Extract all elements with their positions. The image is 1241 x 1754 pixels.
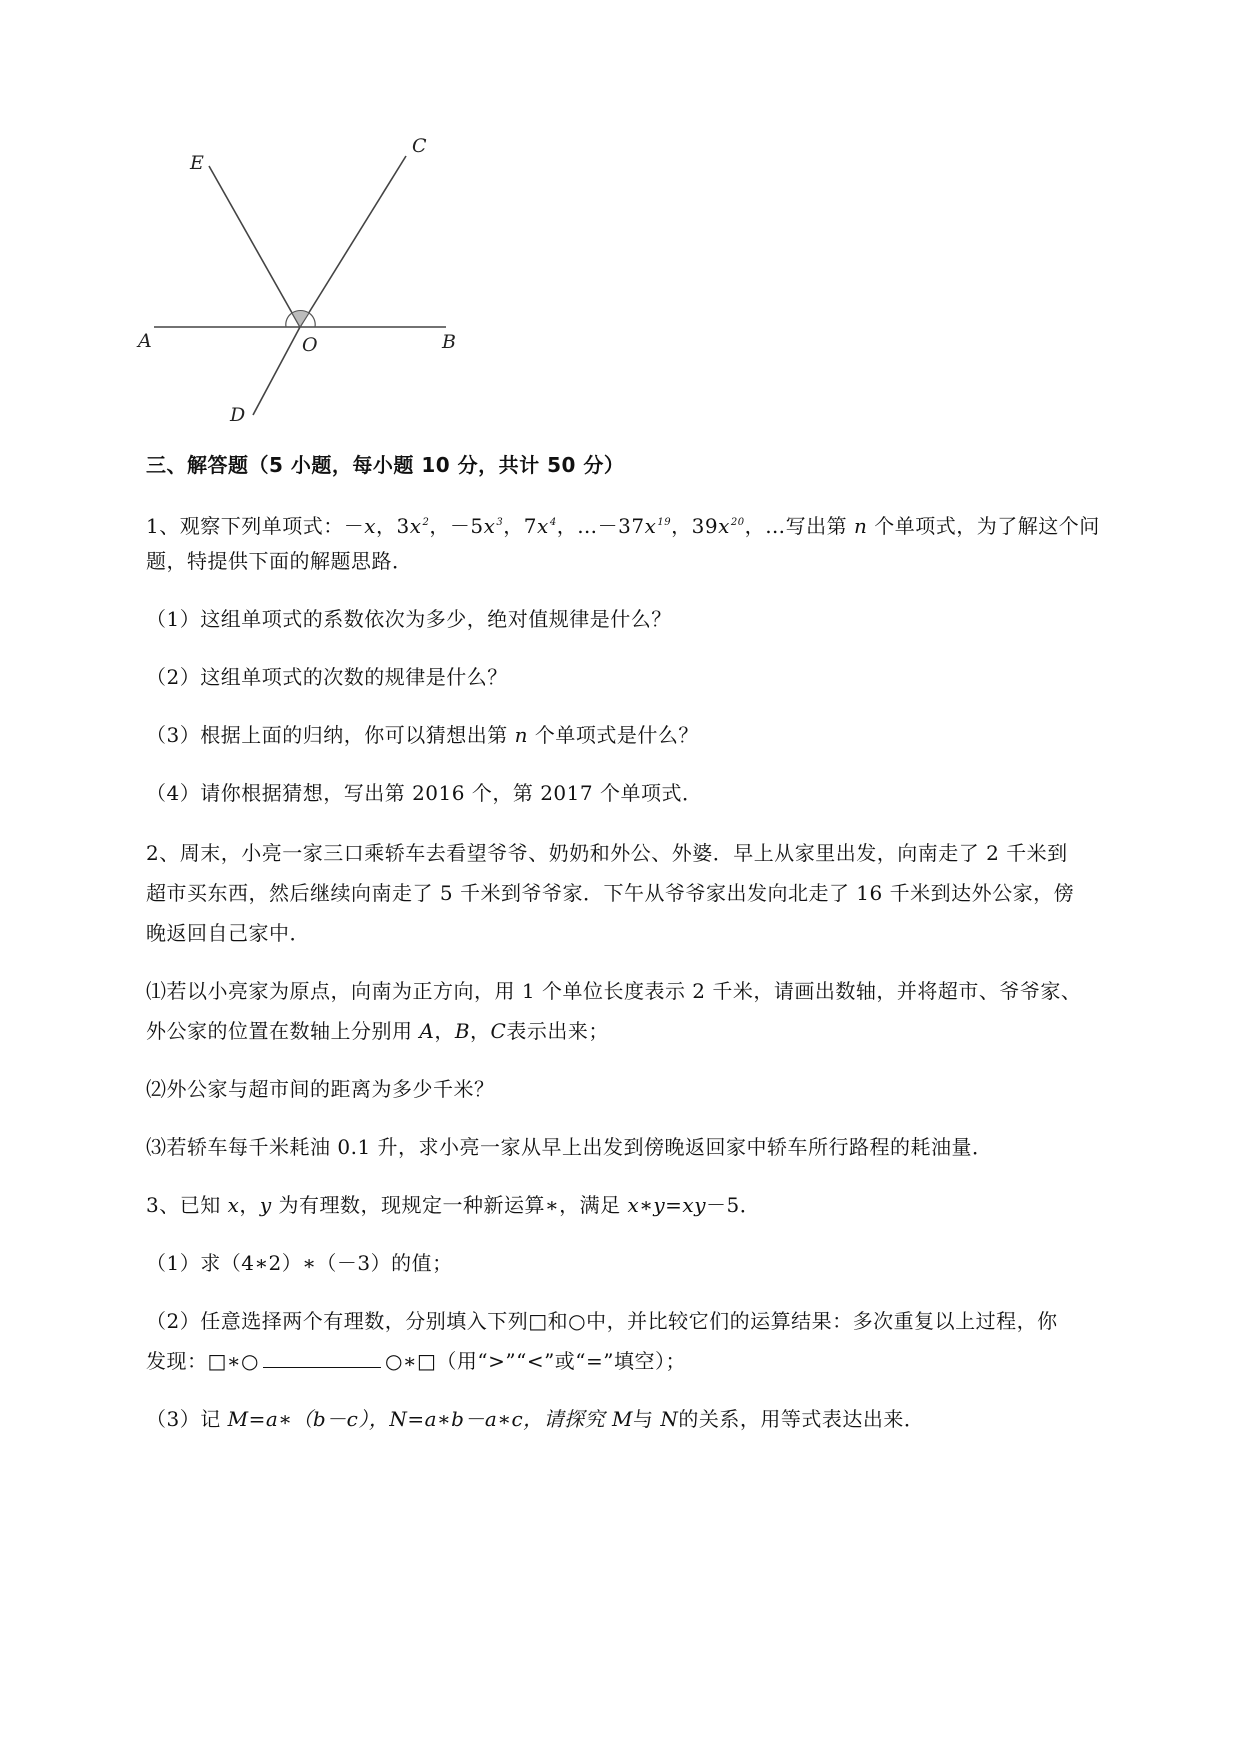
label-O: O (302, 334, 318, 356)
label-B: B (442, 331, 456, 353)
angle-arc-right (309, 313, 315, 327)
angle-arc-left (286, 313, 292, 327)
q3-stem: 3、已知 x，y 为有理数，现规定一种新运算∗，满足 x∗y=xy－5． (146, 1193, 761, 1217)
q3-part1: （1）求（4∗2）∗（－3）的值； (146, 1251, 453, 1275)
ray-OE (209, 166, 300, 327)
q3-part2-line2: 发现：□∗○ ○∗□（用“>”“<”或“=”填空）； (146, 1349, 687, 1373)
q1-stem-line2: 题，特提供下面的解题思路． (146, 549, 413, 573)
angle-figure (140, 125, 480, 430)
ray-OC (300, 156, 406, 327)
q2-stem-line2: 超市买东西，然后继续向南走了 5 千米到爷爷家．下午从爷爷家出发向北走了 16 千米到达外公家，傍 (146, 881, 1075, 905)
q2-part1-line1: ⑴若以小亮家为原点，向南为正方向，用 1 个单位长度表示 2 千米，请画出数轴，并将超市、爷爷家、 (146, 979, 1082, 1003)
label-E: E (190, 152, 204, 174)
q2-stem-line1: 2、周末，小亮一家三口乘轿车去看望爷爷、奶奶和外公、外婆．早上从家里出发，向南走了 2 千米到 (146, 841, 1068, 865)
label-C: C (412, 135, 427, 157)
angle-diagram (140, 125, 480, 430)
q2-part2: ⑵外公家与超市间的距离为多少千米？ (146, 1077, 495, 1101)
q2-stem-line3: 晚返回自己家中． (146, 921, 310, 945)
section-heading: 三、解答题（5 小题，每小题 10 分，共计 50 分） (146, 453, 625, 477)
answer-blank[interactable] (263, 1349, 381, 1368)
q1-part1: （1）这组单项式的系数依次为多少，绝对值规律是什么？ (146, 607, 672, 631)
q2-part1-line2: 外公家的位置在数轴上分别用 A，B，C表示出来； (146, 1019, 609, 1043)
label-A: A (138, 330, 152, 352)
label-D: D (230, 404, 246, 426)
q3-part3: （3）记 M=a∗（b－c），N=a∗b－a∗c，请探究 M与 N的关系，用等式表达出来． (146, 1407, 925, 1431)
q1-part3: （3）根据上面的归纳，你可以猜想出第 n 个单项式是什么？ (146, 723, 699, 747)
q1-part2: （2）这组单项式的次数的规律是什么？ (146, 665, 508, 689)
q3-part2-line1: （2）任意选择两个有理数，分别填入下列□和○中，并比较它们的运算结果：多次重复以上过程，你 (146, 1309, 1058, 1333)
ray-OD (253, 327, 300, 415)
q1-part4: （4）请你根据猜想，写出第 2016 个，第 2017 个单项式． (146, 781, 703, 805)
q1-stem-line1: 1、观察下列单项式：－x，$3x^2$，$-5x^3$，$7x^4$，$\dots-37x^{19}$，$39x^{20}$，…写出第 n 个单项式，为了解这个问 (146, 514, 1100, 538)
q2-part3: ⑶若轿车每千米耗油 0.1 升，求小亮一家从早上出发到傍晚返回家中轿车所行路程的耗油量． (146, 1135, 993, 1159)
